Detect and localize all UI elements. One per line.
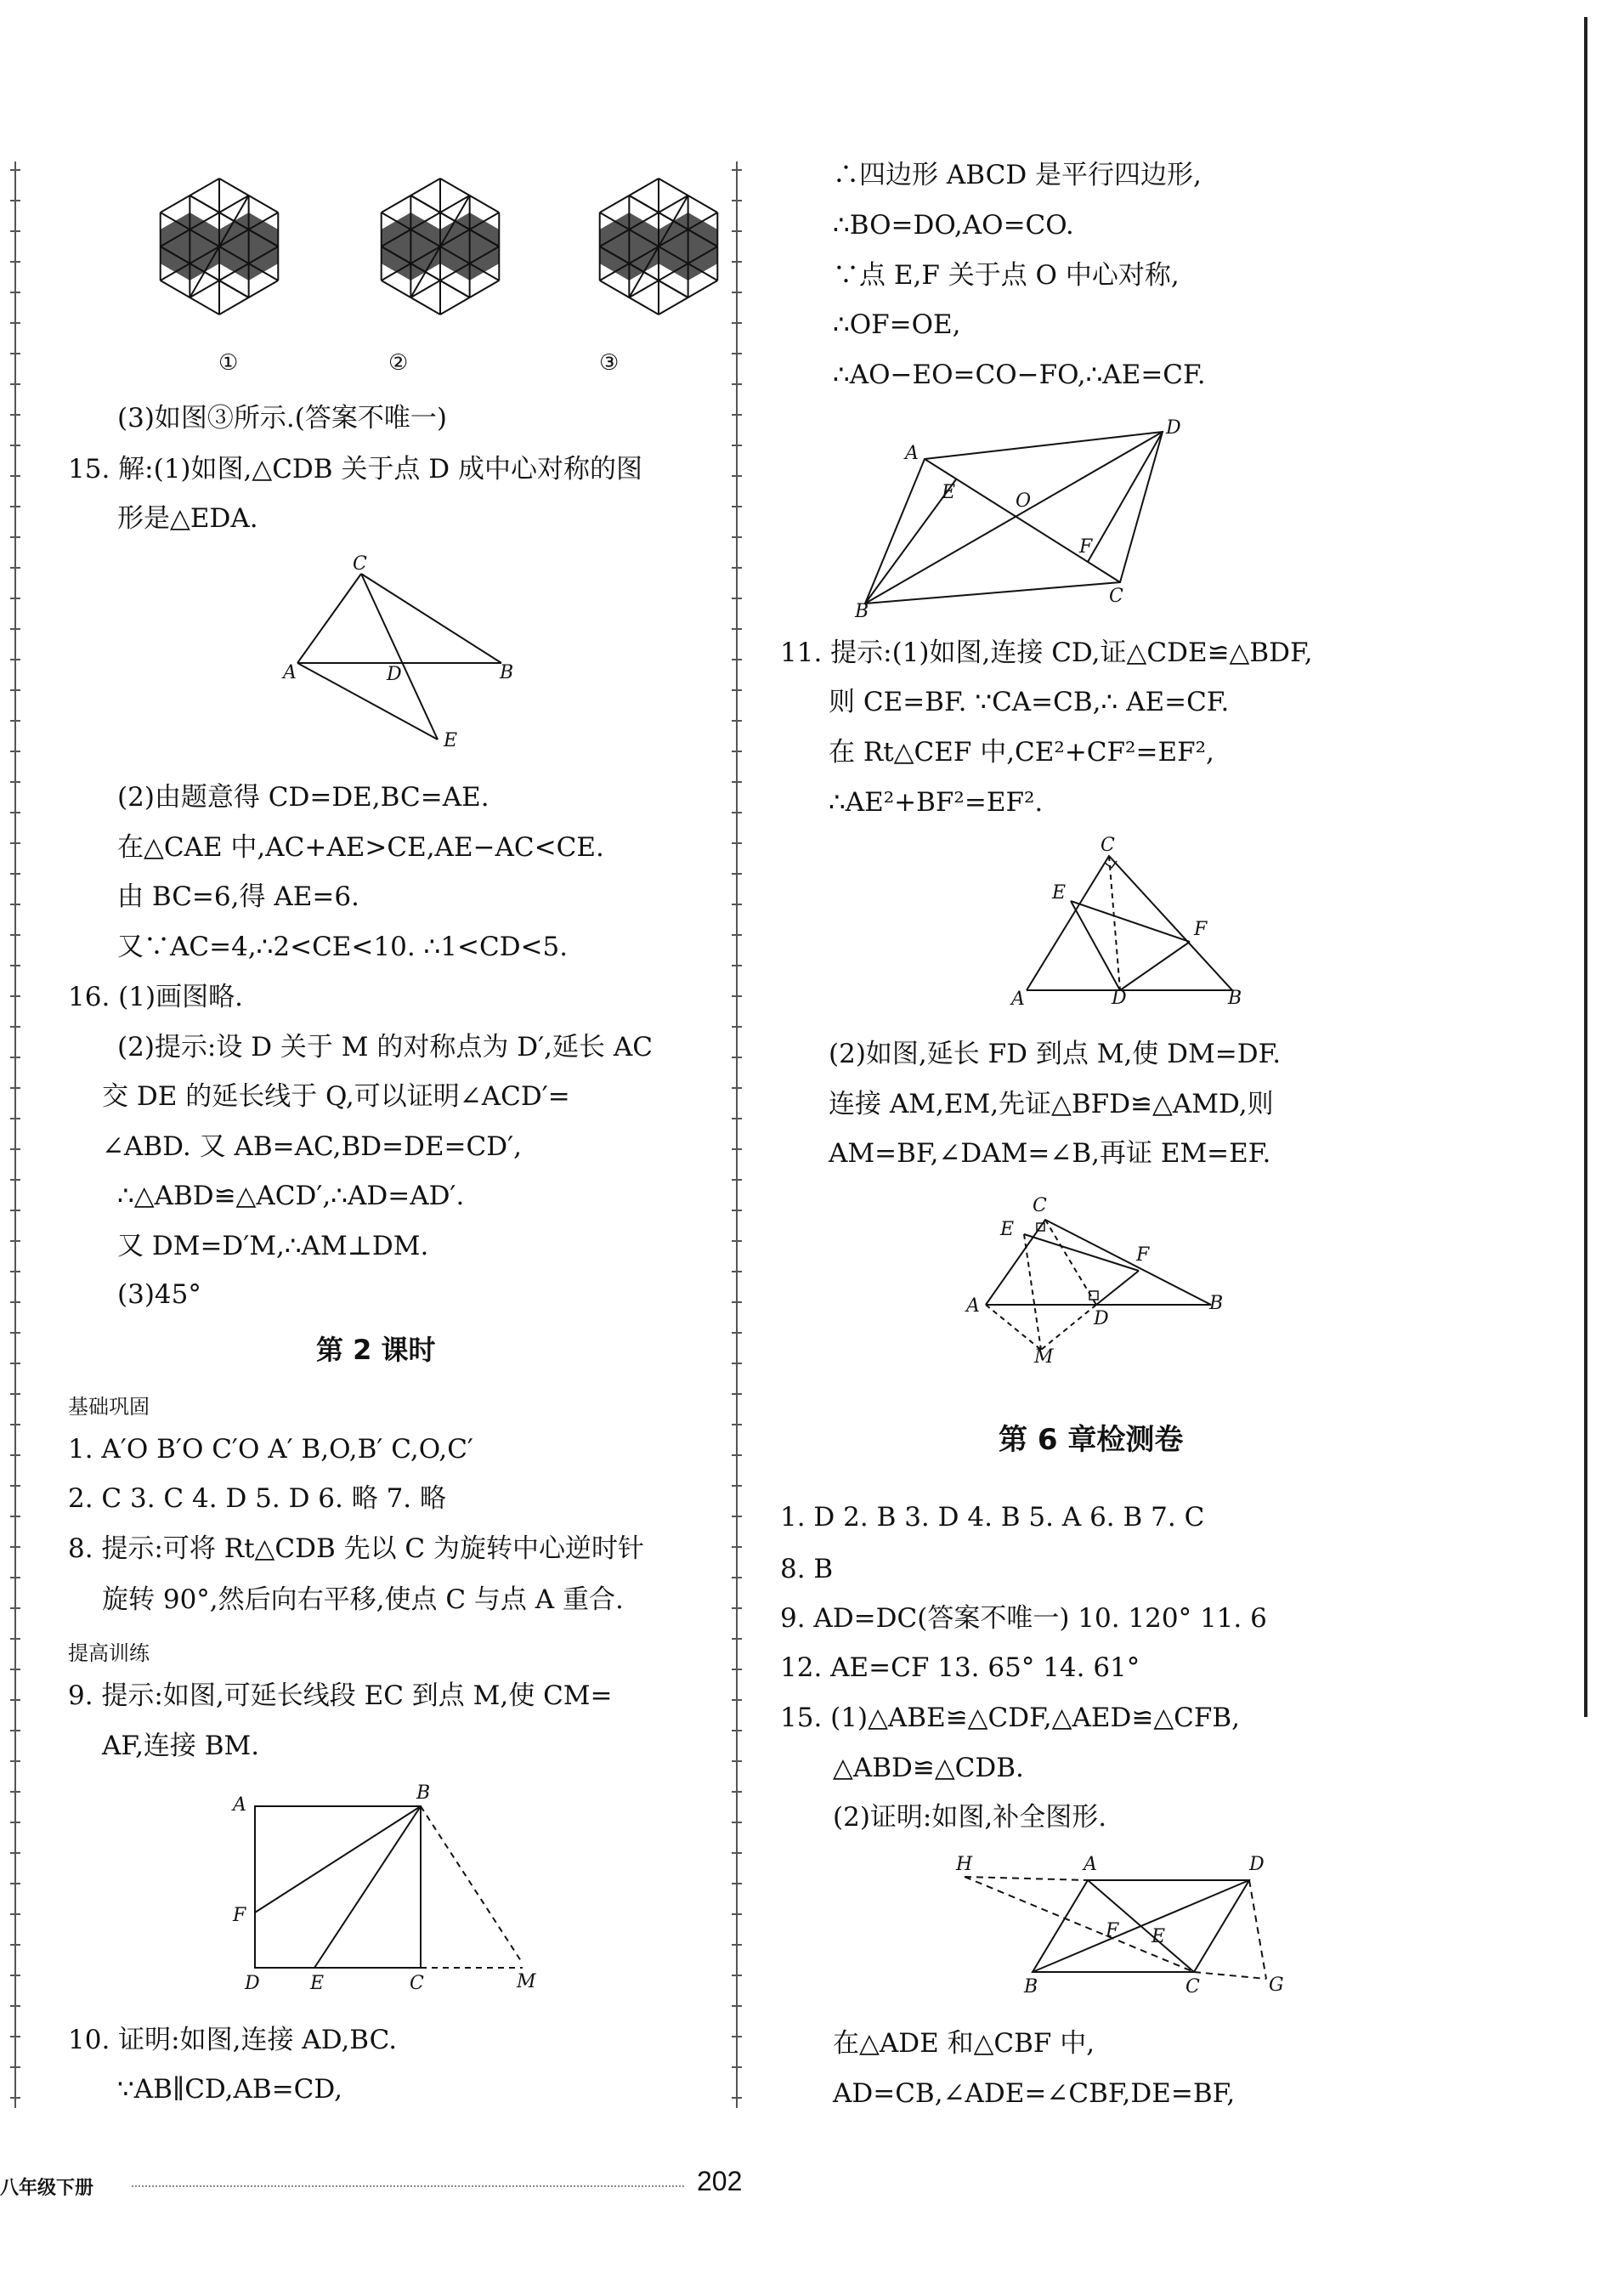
text-line: 在△ADE 和△CBF 中, xyxy=(833,2028,1095,2059)
point-label: E xyxy=(1052,882,1067,904)
text-line: ∴AE²+BF²=EF². xyxy=(829,787,1044,818)
text-line: ∴OF=OE, xyxy=(833,309,961,340)
text-line: 9. 提示:如图,可延长线段 EC 到点 M,使 CM= xyxy=(68,1680,613,1711)
hexagon-figures xyxy=(102,153,731,391)
text-line: ∵点 E,F 关于点 O 中心对称, xyxy=(833,260,1180,291)
point-label: C xyxy=(1033,1195,1047,1216)
text-line: 旋转 90°,然后向右平移,使点 C 与点 A 重合. xyxy=(102,1584,624,1615)
point-label: D xyxy=(1112,988,1127,1009)
text-line: △ABD≌△CDB. xyxy=(833,1753,1024,1783)
point-label: A xyxy=(1084,1854,1097,1875)
text-line: 由 BC=6,得 AE=6. xyxy=(117,881,359,912)
binding-margin-left xyxy=(0,162,34,2108)
footer-dotted-rule xyxy=(132,2185,684,2187)
text-line: 又∵AC=4,∴2<CE<10. ∴1<CD<5. xyxy=(117,932,569,962)
section-title: 第 2 课时 xyxy=(316,1334,436,1366)
text-line: (2)如图,延长 FD 到点 M,使 DM=DF. xyxy=(829,1039,1282,1069)
figure-11-1-triangle xyxy=(977,835,1266,1010)
section-title: 第 6 章检测卷 xyxy=(999,1423,1184,1457)
text-line: 9. AD=DC(答案不唯一) 10. 120° 11. 6 xyxy=(780,1603,1267,1634)
text-line: ∴四边形 ABCD 是平行四边形, xyxy=(833,160,1202,190)
text-line: 在 Rt△CEF 中,CE²+CF²=EF², xyxy=(829,737,1214,768)
text-line: 则 CE=BF. ∵CA=CB,∴ AE=CF. xyxy=(829,687,1230,717)
point-label: E xyxy=(942,482,956,503)
point-label: C xyxy=(1185,1976,1200,1998)
text-line: AM=BF,∠DAM=∠B,再证 EM=EF. xyxy=(829,1138,1271,1169)
point-label: C xyxy=(353,553,367,575)
point-label: C xyxy=(410,1973,424,1994)
figure-caption-3: ③ xyxy=(599,350,620,376)
figure-10-parallelogram xyxy=(850,416,1207,620)
point-label: M xyxy=(1034,1346,1054,1368)
figure-15-parallelogram xyxy=(948,1844,1304,1998)
subsection-label: 基础巩固 xyxy=(68,1395,150,1419)
text-line: 15. 解:(1)如图,△CDB 关于点 D 成中心对称的图 xyxy=(68,454,642,484)
text-line: 8. 提示:可将 Rt△CDB 先以 C 为旋转中心逆时针 xyxy=(68,1533,645,1564)
text-line: 8. B xyxy=(780,1554,834,1584)
right-edge-rule xyxy=(1584,17,1587,1717)
subsection-label: 提高训练 xyxy=(68,1641,150,1665)
text-line: 12. AE=CF 13. 65° 14. 61° xyxy=(780,1652,1140,1683)
text-line: ∴BO=DO,AO=CO. xyxy=(833,210,1074,241)
point-label: F xyxy=(233,1905,246,1926)
column-separator xyxy=(724,162,750,2108)
figure-9-square xyxy=(229,1782,552,1998)
text-line: 10. 证明:如图,连接 AD,BC. xyxy=(68,2025,398,2055)
text-line: (3)如图③所示.(答案不唯一) xyxy=(117,403,447,434)
text-line: 2. C 3. C 4. D 5. D 6. 略 7. 略 xyxy=(68,1483,447,1514)
text-line: (2)由题意得 CD=DE,BC=AE. xyxy=(117,782,489,813)
text-line: ∵AB∥CD,AB=CD, xyxy=(117,2074,342,2105)
point-label: D xyxy=(1166,417,1181,439)
text-line: ∴△ABD≌△ACD′,∴AD=AD′. xyxy=(117,1181,465,1211)
text-line: 1. A′O B′O C′O A′ B,O,B′ C,O,C′ xyxy=(68,1434,473,1465)
point-label: A xyxy=(1011,989,1025,1010)
point-label: A xyxy=(966,1295,980,1317)
point-label: E xyxy=(444,730,458,751)
text-line: ∴AO−EO=CO−FO,∴AE=CF. xyxy=(833,360,1206,390)
text-line: (3)45° xyxy=(117,1279,201,1310)
point-label: B xyxy=(416,1782,431,1804)
footer-grade: 八年级下册 xyxy=(0,2178,94,2199)
text-line: 在△CAE 中,AC+AE>CE,AE−AC<CE. xyxy=(117,832,604,863)
point-label: B xyxy=(1024,1976,1038,1998)
point-label: G xyxy=(1269,1975,1284,1996)
point-label: B xyxy=(1228,988,1242,1009)
text-line: 16. (1)画图略. xyxy=(68,982,243,1012)
text-line: 交 DE 的延长线于 Q,可以证明∠ACD′= xyxy=(102,1081,570,1112)
point-label: D xyxy=(387,664,402,685)
text-line: (2)提示:设 D 关于 M 的对称点为 D′,延长 AC xyxy=(117,1032,653,1062)
point-label: F xyxy=(1106,1920,1119,1941)
point-label: B xyxy=(855,601,869,622)
point-label: D xyxy=(245,1973,260,1994)
point-label: F xyxy=(1194,919,1208,940)
text-line: (2)证明:如图,补全图形. xyxy=(833,1802,1107,1833)
point-label: E xyxy=(310,1973,325,1994)
point-label: A xyxy=(905,443,919,464)
text-line: 15. (1)△ABE≌△CDF,△AED≌△CFB, xyxy=(780,1703,1241,1733)
point-label: F xyxy=(1136,1244,1150,1266)
point-label: H xyxy=(956,1854,973,1875)
figure-caption-1: ① xyxy=(218,350,239,376)
point-label: C xyxy=(1101,835,1115,856)
text-line: 1. D 2. B 3. D 4. B 5. A 6. B 7. C xyxy=(780,1502,1205,1533)
point-label: D xyxy=(1249,1854,1265,1875)
text-line: 又 DM=D′M,∴AM⊥DM. xyxy=(117,1231,429,1261)
point-label: O xyxy=(1016,490,1032,512)
point-label: B xyxy=(1209,1293,1224,1314)
point-label: A xyxy=(233,1794,246,1816)
text-line: 连接 AM,EM,先证△BFD≌△AMD,则 xyxy=(829,1089,1274,1119)
point-label: E xyxy=(1000,1219,1015,1240)
text-line: AF,连接 BM. xyxy=(102,1731,260,1761)
point-label: B xyxy=(500,662,514,683)
text-line: AD=CB,∠ADE=∠CBF,DE=BF, xyxy=(833,2078,1236,2109)
figure-caption-2: ② xyxy=(388,350,409,376)
figure-15-triangles xyxy=(280,552,535,756)
point-label: M xyxy=(517,1971,536,1992)
point-label: F xyxy=(1079,536,1093,558)
figure-11-2-triangle xyxy=(956,1186,1245,1373)
page-number: 202 xyxy=(697,2166,743,2196)
point-label: C xyxy=(1109,586,1123,607)
point-label: D xyxy=(1094,1308,1109,1329)
point-label: A xyxy=(283,662,297,683)
text-line: ∠ABD. 又 AB=AC,BD=DE=CD′, xyxy=(102,1131,522,1162)
text-line: 形是△EDA. xyxy=(117,503,258,534)
text-line: 11. 提示:(1)如图,连接 CD,证△CDE≌△BDF, xyxy=(780,638,1313,668)
point-label: E xyxy=(1152,1926,1166,1947)
